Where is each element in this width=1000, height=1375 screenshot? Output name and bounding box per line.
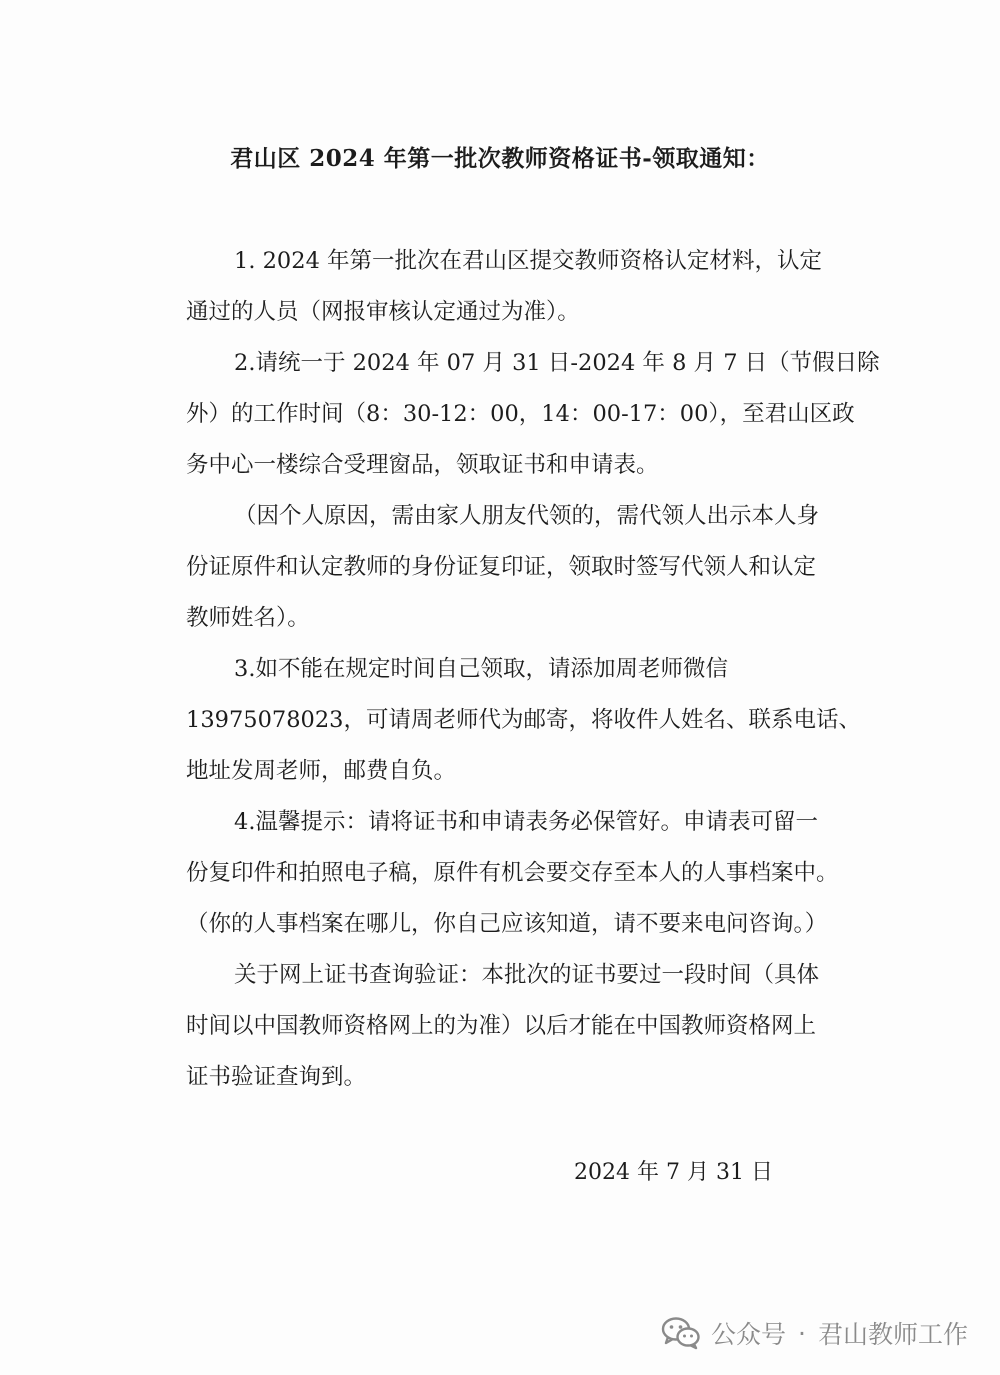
watermark-account: 君山教师工作 xyxy=(817,1320,968,1349)
online-query-line-1: 关于网上证书查询验证：本批次的证书要过一段时间（具体 xyxy=(234,962,820,988)
item-4-line-2: 份复印件和拍照电子稿，原件有机会要交存至本人的人事档案中。 xyxy=(186,860,839,886)
watermark-separator: · xyxy=(798,1318,806,1348)
proxy-note-line-2: 份证原件和认定教师的身份证复印证，领取时签写代领人和认定 xyxy=(186,554,817,580)
notice-title: 君山区 2024 年第一批次教师资格证书-领取通知： xyxy=(230,145,770,172)
wechat-icon xyxy=(661,1316,701,1350)
item-2-line-1: 2.请统一于 2024 年 07 月 31 日-2024 年 8 月 7 日（节假日除 xyxy=(234,350,880,376)
item-3-line-3: 地址发周老师，邮费自负。 xyxy=(186,758,457,784)
notice-date: 2024 年 7 月 31 日 xyxy=(574,1160,773,1185)
online-query-line-3: 证书验证查询到。 xyxy=(186,1064,367,1090)
account-watermark xyxy=(661,1315,968,1351)
item-1-line-2: 通过的人员（网报审核认定通过为准）。 xyxy=(186,299,580,325)
item-4-line-1: 4.温馨提示：请将证书和申请表务必保管好。申请表可留一 xyxy=(234,809,818,835)
item-2-line-3: 务中心一楼综合受理窗品，领取证书和申请表。 xyxy=(186,452,659,478)
item-4-line-3: （你的人事档案在哪儿，你自己应该知道，请不要来电问咨询。） xyxy=(186,911,828,937)
watermark-label: 公众号 xyxy=(711,1320,787,1349)
notice-body xyxy=(186,236,880,1103)
item-3-line-1: 3.如不能在规定时间自己领取，请添加周老师微信 xyxy=(234,656,728,682)
online-query-line-2: 时间以中国教师资格网上的为准）以后才能在中国教师资格网上 xyxy=(186,1013,817,1039)
item-2-line-2: 外）的工作时间（8：30-12：00，14：00-17：00），至君山区政 xyxy=(186,401,855,427)
item-3-line-2: 13975078023，可请周老师代为邮寄，将收件人姓名、联系电话、 xyxy=(186,707,861,733)
item-1-line-1: 1. 2024 年第一批次在君山区提交教师资格认定材料，认定 xyxy=(234,248,823,274)
proxy-note-line-1: （因个人原因，需由家人朋友代领的，需代领人出示本人身 xyxy=(234,503,820,529)
proxy-note-line-3: 教师姓名）。 xyxy=(186,605,310,631)
